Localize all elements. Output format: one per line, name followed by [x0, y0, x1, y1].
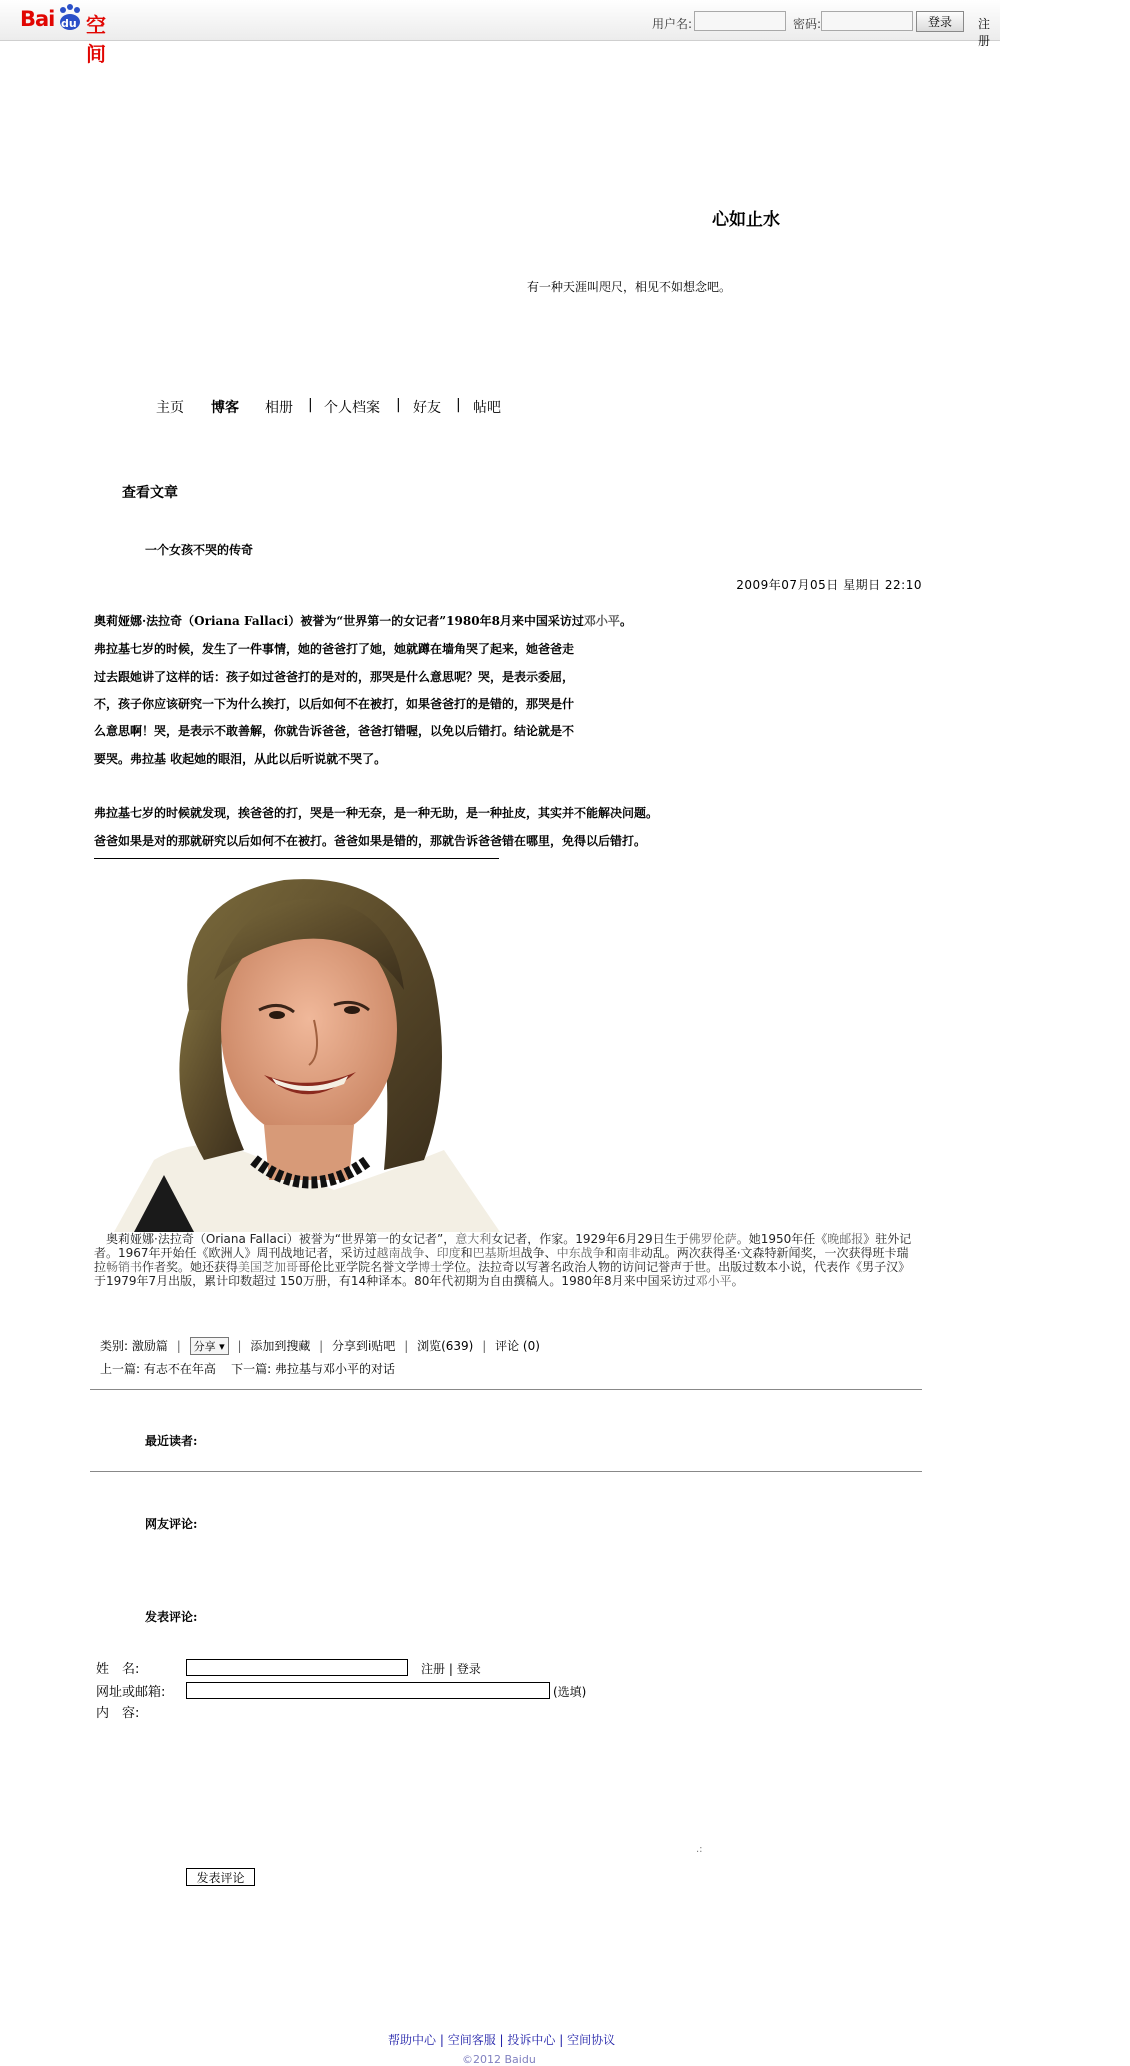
deng-xiaoping-link[interactable]: 邓小平 — [583, 614, 620, 628]
register-link[interactable]: 注册 — [978, 17, 991, 48]
article-paragraph: 爸爸如果是对的那就研究以后如何不在被打。爸爸如果是错的，那就告诉爸爸错在哪里，免得以后错打。 — [94, 834, 647, 848]
nav-separator: | — [396, 397, 401, 413]
nav-home[interactable]: 主页 — [156, 400, 184, 416]
copyright: ©2012 Baidu — [462, 2053, 536, 2066]
photo-caption: 奥莉娅娜·法拉奇（Oriana Fallaci）被誉为“世界第一的女记者”，意大利女记者，作家。1929年6月29日生于佛罗伦萨。她1950年任《晚邮报》驻外记者。1967年开始任《欧洲人》周刊战地记者，采访过越南战争、印度和巴基斯坦战争、中东战争和南非动乱。两次获得圣·文森特新闻奖，一次获得班卡瑞拉畅销书作者奖。她还获得美国芝加哥哥伦比亚学院名誉文学博士学位。法拉奇以写著名政治人物的访问记誉声于世。出版过数本小说，代表作《男子汉》于1979年7月出版，累计印数超过 150万册，有14种译本。80年代初期为自由撰稿人。1980年8月来中国采访过邓小平。 — [94, 1232, 912, 1288]
logo-bai-text: Bai — [20, 7, 55, 31]
prev-label: 上一篇: — [100, 1362, 141, 1376]
category-link[interactable]: 激励篇 — [131, 1339, 168, 1353]
login-button[interactable]: 登录 — [916, 11, 964, 32]
article-date: 2009年07月05日 星期日 22:10 — [736, 578, 922, 592]
meta-separator: | — [404, 1339, 409, 1353]
meta-separator: | — [482, 1339, 487, 1353]
caption-link[interactable]: 佛罗伦萨 — [688, 1232, 737, 1246]
share-tieba-link[interactable]: 分享到i贴吧 — [332, 1339, 396, 1353]
share-dropdown-icon: ▾ — [215, 1340, 225, 1353]
content-label: 内 容: — [96, 1706, 140, 1721]
top-bar — [0, 0, 1000, 66]
username-label: 用户名: — [652, 17, 693, 31]
article-paragraph: 不，孩子你应该研究一下为什么挨打，以后如何不在被打，如果爸爸打的是错的，那哭是什 — [94, 697, 575, 711]
optional-note: (选填) — [553, 1685, 587, 1699]
nav-tieba[interactable]: 帖吧 — [473, 400, 501, 416]
comment-login-link[interactable]: 登录 — [456, 1662, 481, 1676]
article-photo — [94, 860, 500, 1232]
caption-link[interactable]: 芝加哥 — [262, 1260, 299, 1274]
nav-separator: | — [308, 397, 313, 413]
divider — [90, 1471, 922, 1472]
url-email-label: 网址或邮箱: — [96, 1685, 166, 1700]
recent-readers-heading: 最近读者: — [145, 1434, 198, 1448]
support-link[interactable]: 空间客服 — [447, 2033, 496, 2047]
footer-links: 帮助中心 | 空间客服 | 投诉中心 | 空间协议 — [388, 2033, 616, 2047]
view-count: 浏览(639) — [417, 1339, 474, 1353]
meta-separator: | — [319, 1339, 324, 1353]
caption-link[interactable]: 印度 — [436, 1246, 461, 1260]
article-paragraph: 要哭。弗拉基 收起她的眼泪，从此以后听说就不哭了。 — [94, 752, 387, 766]
article-paragraph: 过去跟她讲了这样的话：孩子如过爸爸打的是对的，那哭是什么意思呢？哭，是表示委屈， — [94, 670, 575, 684]
name-label: 姓 名: — [96, 1662, 140, 1677]
article-paragraph: 么意思啊！哭，是表示不敢善解，你就告诉爸爸，爸爸打错喔，以免以后错打。结论就是不 — [94, 724, 575, 738]
article-paragraph: 弗拉基七岁的时候，发生了一件事情，她的爸爸打了她，她就蹲在墙角哭了起来，她爸爸走 — [94, 642, 575, 656]
blog-motto: 有一种天涯叫咫尺，相见不如想念吧。 — [527, 280, 732, 294]
textarea-resize-handle[interactable]: .: — [696, 1844, 703, 1855]
article-meta — [100, 1337, 540, 1355]
help-center-link[interactable]: 帮助中心 — [388, 2033, 437, 2047]
agreement-link[interactable]: 空间协议 — [567, 2033, 616, 2047]
caption-link[interactable]: 博士 — [418, 1260, 443, 1274]
nav-separator: | — [456, 397, 461, 413]
name-input[interactable] — [186, 1659, 408, 1676]
username-input[interactable] — [694, 11, 786, 31]
password-label: 密码: — [793, 17, 822, 31]
prev-article-link[interactable]: 有志不在年高 — [143, 1362, 216, 1376]
nav-profile[interactable]: 个人档案 — [324, 400, 380, 416]
divider — [94, 858, 499, 859]
article-title: 一个女孩不哭的传奇 — [145, 543, 254, 557]
comment-register-link[interactable]: 注册 — [421, 1662, 446, 1676]
next-label: 下一篇: — [231, 1362, 272, 1376]
article-paragraph: 弗拉基七岁的时候就发现，挨爸爸的打，哭是一种无奈，是一种无助，是一种扯皮，其实并不能解决问题。 — [94, 806, 659, 820]
divider — [90, 1389, 922, 1390]
comment-count-link[interactable]: 评论 (0) — [495, 1339, 540, 1353]
nav-album[interactable]: 相册 — [265, 400, 293, 416]
caption-link[interactable]: 巴基斯坦 — [472, 1246, 521, 1260]
add-favorite-link[interactable]: 添加到搜藏 — [250, 1339, 311, 1353]
prev-next-nav — [100, 1360, 395, 1377]
meta-separator: | — [237, 1339, 242, 1353]
caption-link[interactable]: 晚邮报 — [827, 1232, 864, 1246]
caption-link[interactable]: 南非 — [616, 1246, 641, 1260]
register-login-links — [421, 1660, 481, 1677]
caption-link[interactable]: 中东战争 — [556, 1246, 605, 1260]
next-article-link[interactable]: 弗拉基与邓小平的对话 — [275, 1362, 396, 1376]
separator: | — [448, 1662, 453, 1676]
caption-link[interactable]: 越南战争 — [376, 1246, 425, 1260]
comments-heading: 网友评论: — [145, 1517, 198, 1531]
complaint-link[interactable]: 投诉中心 — [507, 2033, 556, 2047]
nav-friends[interactable]: 好友 — [413, 400, 441, 416]
article-paragraph: 奥莉娅娜·法拉奇（Oriana Fallaci）被誉为“世界第一的女记者”1980年8月来中国采访过邓小平。 — [94, 614, 632, 628]
password-input[interactable] — [821, 11, 913, 31]
url-email-input[interactable] — [186, 1682, 550, 1699]
caption-link[interactable]: 邓小平 — [695, 1274, 732, 1288]
caption-link[interactable]: 畅销书 — [106, 1260, 143, 1274]
caption-link[interactable]: 美国 — [238, 1260, 263, 1274]
submit-comment-button[interactable]: 发表评论 — [186, 1868, 255, 1886]
blog-title[interactable]: 心如止水 — [712, 210, 780, 230]
nav-blog[interactable]: 博客 — [211, 400, 239, 416]
category-label: 类别: — [100, 1339, 129, 1353]
caption-link[interactable]: 意大利 — [455, 1232, 492, 1246]
view-article-heading: 查看文章 — [122, 485, 178, 501]
logo-space-text: 空间 — [86, 13, 106, 66]
share-button[interactable]: 分享 ▾ — [190, 1337, 229, 1355]
post-comment-heading: 发表评论: — [145, 1610, 198, 1624]
meta-separator: | — [176, 1339, 181, 1353]
logo-du-text: du — [61, 17, 77, 30]
